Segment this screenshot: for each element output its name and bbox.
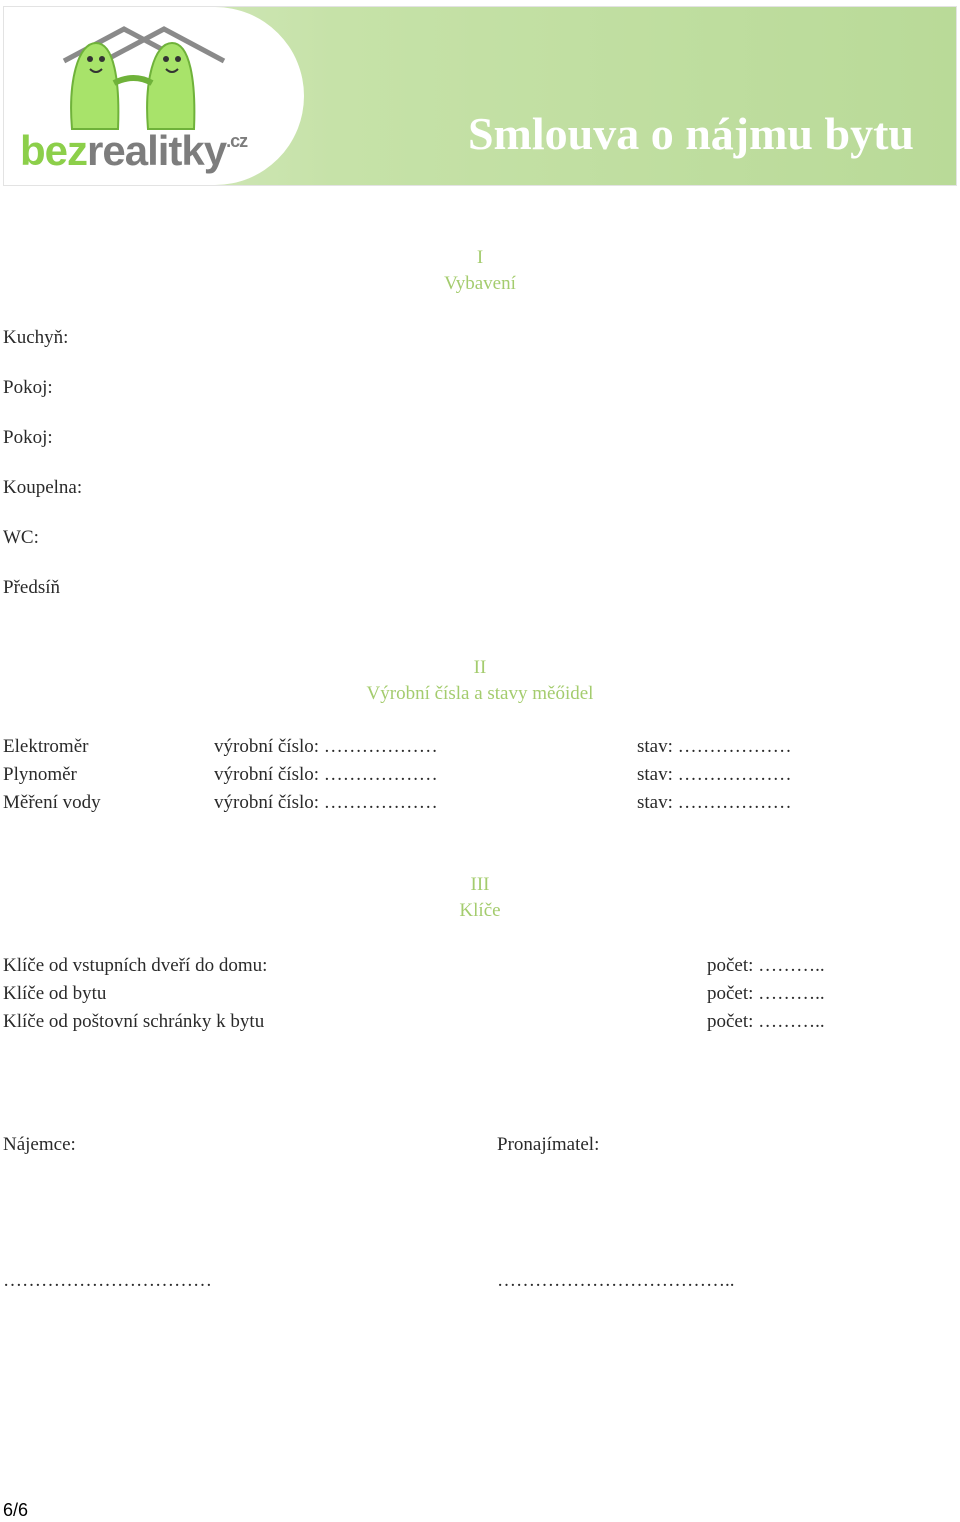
header-banner [3,6,957,186]
meter-name: Měření vody [3,792,101,813]
logo-figures-icon [44,21,244,131]
room-label-room-2: Pokoj: [3,427,53,448]
tenant-label: Nájemce: [3,1134,76,1155]
room-label-hallway: Předsíň [3,577,60,598]
section-3-number: III [470,874,490,895]
logo-wordmark: bezrealitky$^{.cz}$ [20,127,248,174]
key-name: Klíče od bytu [3,983,107,1004]
section-2-title: Výrobní čísla a stavy měőidel [366,683,594,704]
landlord-label: Pronajímatel: [497,1134,600,1155]
room-label-kitchen: Kuchyň: [3,327,69,348]
meter-state: stav: ……………… [637,792,792,813]
landlord-signature-line: ……………………………….. [497,1270,735,1291]
meter-state: stav: ……………… [637,736,792,757]
key-count: počet: ……….. [707,1011,825,1032]
key-name: Klíče od poštovní schránky k bytu [3,1011,265,1032]
meter-serial: výrobní číslo: ……………… [214,792,438,813]
key-count: počet: ……….. [707,955,825,976]
section-1-title: Vybavení [444,273,516,294]
room-label-bathroom: Koupelna: [3,477,83,498]
meter-name: Plynoměr [3,764,77,785]
section-2-number: II [473,657,487,678]
meter-serial: výrobní číslo: ……………… [214,736,438,757]
section-3-title: Klíče [459,900,501,921]
tenant-signature-line: …………………………… [3,1270,212,1291]
section-1-heading [0,245,960,297]
meter-state: stav: ……………… [637,764,792,785]
meter-name: Elektroměr [3,736,89,757]
key-name: Klíče od vstupních dveří do domu: [3,955,268,976]
key-count: počet: ……….. [707,983,825,1004]
section-2-heading [0,655,960,707]
section-3-heading [0,872,960,924]
room-label-wc: WC: [3,527,39,548]
section-1-number: I [476,247,484,268]
page-number: 6/6 [3,1500,29,1520]
room-label-room-1: Pokoj: [3,377,53,398]
logo [4,7,304,185]
document-title: Smlouva o nájmu bytu [467,108,914,159]
meter-serial: výrobní číslo: ……………… [214,764,438,785]
